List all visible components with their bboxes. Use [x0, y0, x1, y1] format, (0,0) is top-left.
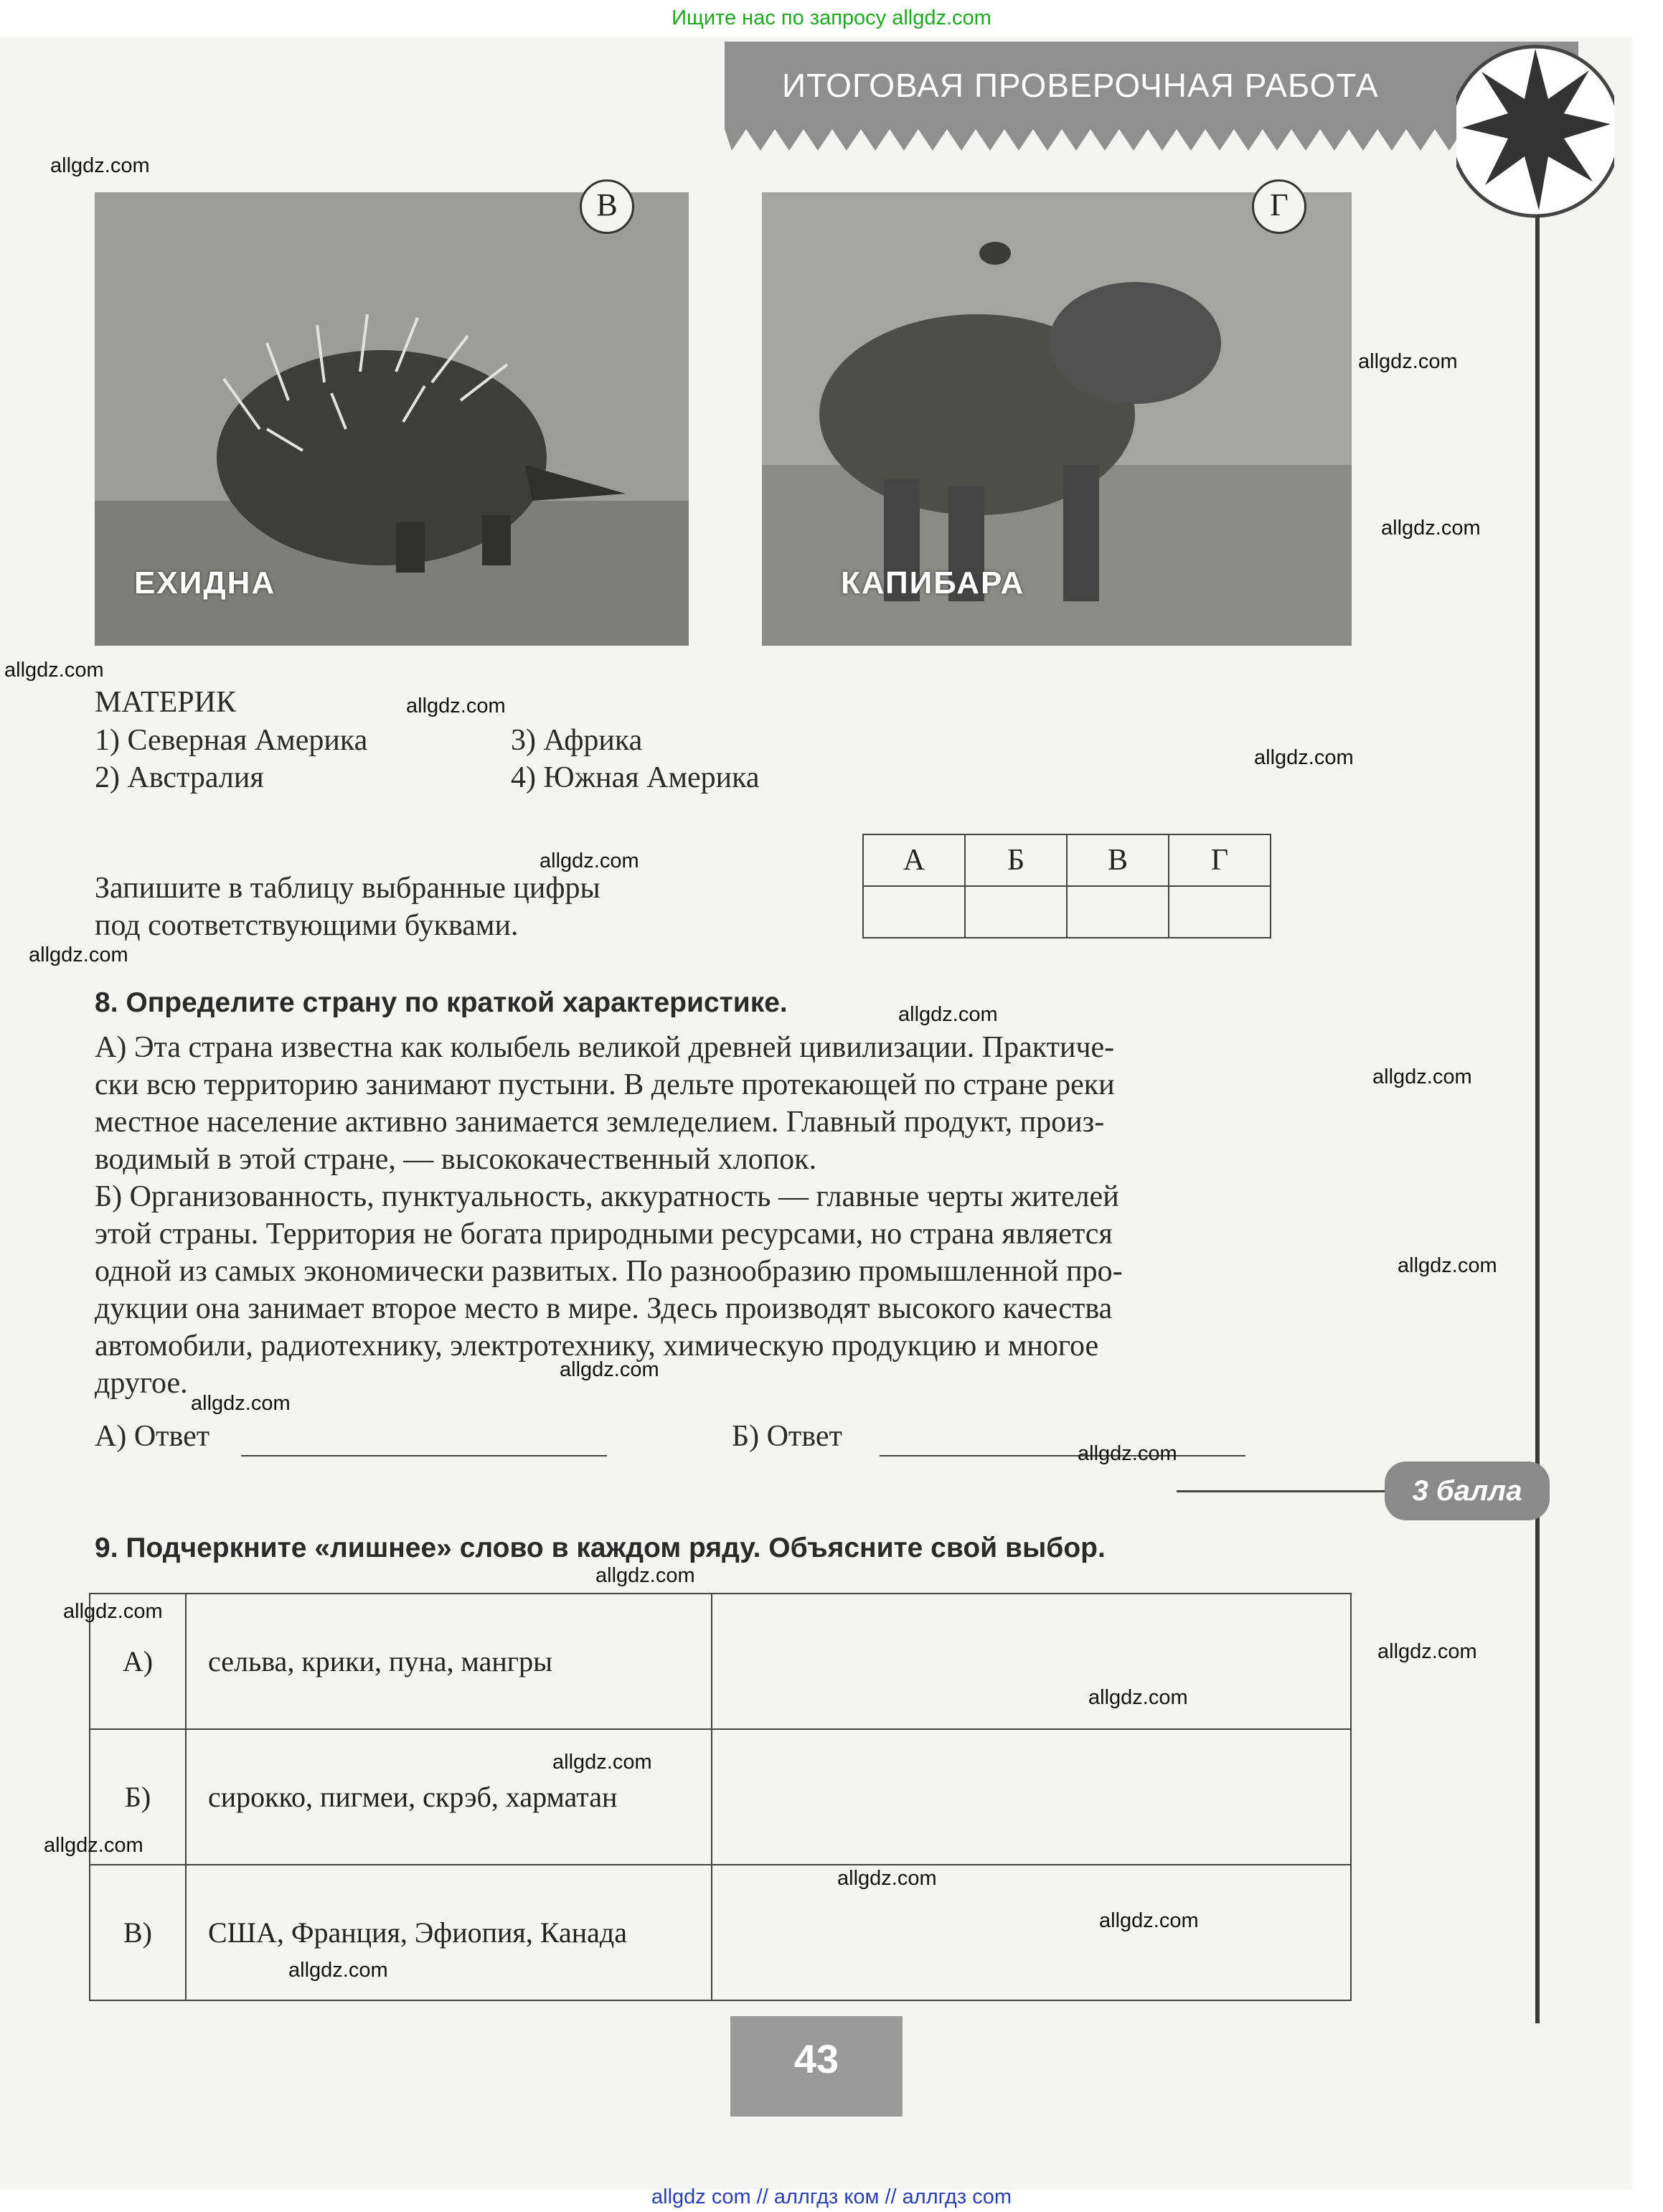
- watermark[interactable]: allgdz.com: [837, 1867, 937, 1890]
- watermark[interactable]: allgdz.com: [560, 1358, 659, 1381]
- watermark[interactable]: allgdz.com: [1088, 1686, 1188, 1709]
- continent-heading: МАТЕРИК: [95, 686, 236, 719]
- task9-row-words: США, Франция, Эфиопия, Канада: [186, 1865, 712, 2000]
- answer-table-header-b: Б: [965, 834, 1067, 886]
- photo-letter-g: Г: [1252, 179, 1306, 234]
- answer-cell-a[interactable]: [863, 886, 965, 938]
- top-banner[interactable]: Ищите нас по запросу allgdz.com: [672, 6, 991, 29]
- watermark[interactable]: allgdz.com: [288, 1959, 388, 1982]
- task9-row-explanation[interactable]: [712, 1594, 1351, 1729]
- task8-line-7: одной из самых экономически развитых. По разнообразию промышленной про-: [95, 1255, 1123, 1288]
- task8-title: 8. Определите страну по краткой характеристике.: [95, 987, 788, 1018]
- answer-table-header-v: В: [1067, 834, 1169, 886]
- watermark[interactable]: allgdz.com: [50, 154, 150, 177]
- task9-row-explanation[interactable]: [712, 1865, 1351, 2000]
- watermark[interactable]: allgdz.com: [552, 1751, 652, 1774]
- task8-line-3: местное население активно занимается земледелием. Главный продукт, произ-: [95, 1106, 1105, 1139]
- watermark[interactable]: allgdz.com: [595, 1564, 695, 1587]
- watermark[interactable]: allgdz.com: [191, 1392, 291, 1415]
- answer-table-header-a: А: [863, 834, 965, 886]
- watermark[interactable]: allgdz.com: [63, 1600, 163, 1623]
- task8-answer-a-line[interactable]: [241, 1455, 607, 1456]
- page-number: 43: [730, 2016, 903, 2117]
- task9-title: 9. Подчеркните «лишнее» слово в каждом ряду. Объясните свой выбор.: [95, 1533, 1106, 1563]
- bottom-banner[interactable]: allgdz com // аллгдз ком // аллгдз com: [651, 2185, 1012, 2208]
- task8-line-8: дукции она занимает второе место в мире. Здесь производят высокого качества: [95, 1292, 1113, 1325]
- watermark[interactable]: allgdz.com: [1372, 1065, 1472, 1088]
- header-zigzag: [725, 122, 1578, 151]
- task9-row-letter: В): [90, 1865, 186, 2000]
- watermark[interactable]: allgdz.com: [1078, 1442, 1177, 1465]
- photo-letter-v: В: [580, 179, 634, 234]
- task9-row-letter: Б): [90, 1729, 186, 1865]
- watermark[interactable]: allgdz.com: [29, 943, 128, 966]
- watermark[interactable]: allgdz.com: [44, 1834, 143, 1857]
- margin-rule: [1535, 215, 1540, 2023]
- watermark[interactable]: allgdz.com: [1398, 1254, 1497, 1277]
- answer-cell-b[interactable]: [965, 886, 1067, 938]
- task9-row: [90, 1729, 1351, 1865]
- table-instruction-line2: под соответствующими буквами.: [95, 909, 519, 942]
- continent-option-3: 3) Африка: [511, 724, 643, 757]
- photo-label-capybara: КАПИБАРА: [841, 565, 1025, 601]
- page-header-title: ИТОГОВАЯ ПРОВЕРОЧНАЯ РАБОТА: [782, 67, 1379, 104]
- table-instruction-line1: Запишите в таблицу выбранные цифры: [95, 872, 600, 905]
- answer-table-header-g: Г: [1169, 834, 1271, 886]
- score-badge: 3 балла: [1385, 1462, 1550, 1520]
- continent-option-1: 1) Северная Америка: [95, 724, 368, 757]
- task9-row-words: сирокко, пигмеи, скрэб, харматан: [186, 1729, 712, 1865]
- watermark[interactable]: allgdz.com: [4, 659, 104, 682]
- watermark[interactable]: allgdz.com: [540, 849, 639, 872]
- continent-option-4: 4) Южная Америка: [511, 761, 760, 794]
- task9-row-words: сельва, крики, пуна, мангры: [186, 1594, 712, 1729]
- watermark[interactable]: allgdz.com: [1358, 350, 1458, 373]
- answer-cell-v[interactable]: [1067, 886, 1169, 938]
- watermark[interactable]: allgdz.com: [406, 695, 506, 717]
- task8-line-1: А) Эта страна известна как колыбель великой древней цивилизации. Практиче-: [95, 1031, 1115, 1064]
- task9-table: [89, 1593, 1352, 2001]
- task8-answer-b-label: Б) Ответ: [732, 1420, 842, 1453]
- photo-label-echidna: ЕХИДНА: [134, 565, 276, 601]
- continent-option-2: 2) Австралия: [95, 761, 264, 794]
- task8-line-2: ски всю территорию занимают пустыни. В дельте протекающей по стране реки: [95, 1068, 1115, 1101]
- task8-answer-b-line[interactable]: [880, 1455, 1245, 1456]
- task8-answer-a-label: А) Ответ: [95, 1420, 210, 1453]
- capybara-photo: [762, 192, 1352, 646]
- task8-line-5: Б) Организованность, пунктуальность, аккуратность — главные черты жителей: [95, 1180, 1119, 1213]
- watermark[interactable]: allgdz.com: [1254, 746, 1354, 769]
- answer-table: [862, 834, 1271, 938]
- watermark[interactable]: allgdz.com: [1377, 1640, 1477, 1663]
- task9-row-explanation[interactable]: [712, 1729, 1351, 1865]
- watermark[interactable]: allgdz.com: [898, 1003, 998, 1026]
- task8-line-6: этой страны. Территория не богата природными ресурсами, но страна является: [95, 1218, 1113, 1251]
- echidna-photo: [95, 192, 689, 646]
- answer-cell-g[interactable]: [1169, 886, 1271, 938]
- task8-line-9: автомобили, радиотехнику, электротехнику, химическую продукцию и многое: [95, 1329, 1099, 1363]
- watermark[interactable]: allgdz.com: [1099, 1909, 1199, 1932]
- star-icon: [1456, 42, 1614, 221]
- watermark[interactable]: allgdz.com: [1381, 517, 1481, 540]
- task8-line-4: водимый в этой стране, — высококачественный хлопок.: [95, 1143, 817, 1176]
- score-rule: [1177, 1490, 1392, 1492]
- task8-line-10: другое.: [95, 1367, 188, 1400]
- task9-row-letter: А): [90, 1594, 186, 1729]
